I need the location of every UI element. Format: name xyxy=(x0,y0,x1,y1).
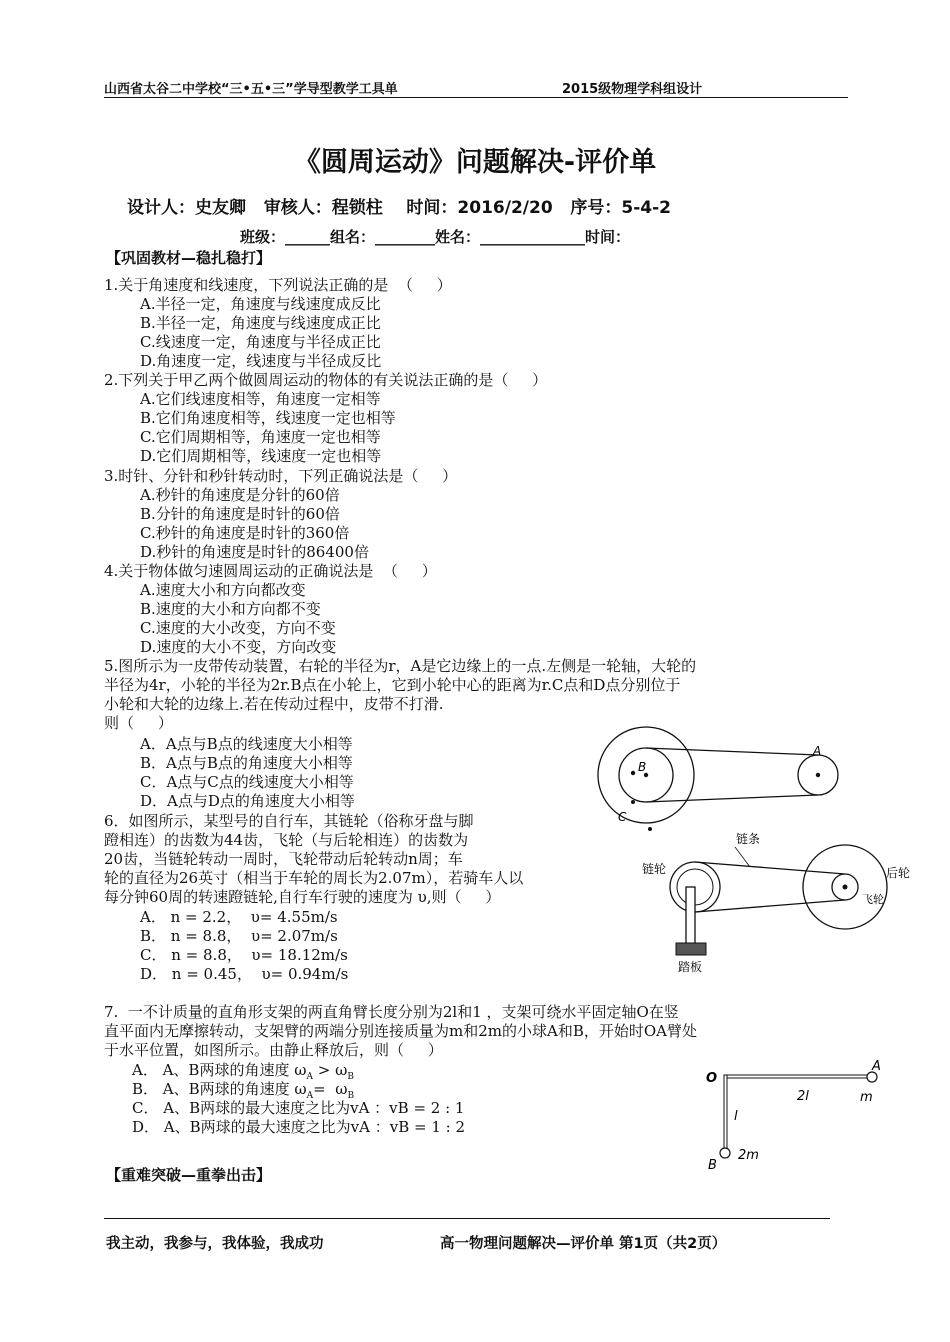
fig-label-rear: 后轮 xyxy=(886,866,911,880)
q7-option-b-sub2: B xyxy=(347,1091,355,1101)
q6-line-3: 20齿，当链轮转动一周时，飞轮带动后轮转动n周；车 xyxy=(104,850,463,868)
page-title: 《圆周运动》问题解决-评价单 xyxy=(293,147,657,178)
q5-line-2: 半径为4r，小轮的半径为2r.B点在小轮上，它到小轮中心的距离为r.C点和D点分别位于 xyxy=(104,676,681,694)
fig-label-2m: 2m xyxy=(738,1148,759,1163)
q5-line-3: 小轮和大轮的边缘上.若在传动过程中，皮带不打滑. xyxy=(104,695,444,713)
q4-option-a: A.速度大小和方向都改变 xyxy=(140,581,306,599)
q3-option-d: D.秒针的角速度是时针的86400倍 xyxy=(140,543,369,561)
q4-option-c: C.速度的大小改变，方向不变 xyxy=(140,619,336,637)
q4-option-d: D.速度的大小不变，方向改变 xyxy=(140,638,337,656)
q2-option-b: B.它们角速度相等，线速度一定也相等 xyxy=(140,409,396,427)
section-heading-1: 【巩固教材—稳扎稳打】 xyxy=(106,249,272,267)
q2-option-c: C.它们周期相等，角速度一定也相等 xyxy=(140,428,381,446)
fig-label-pedal: 踏板 xyxy=(678,960,703,974)
fig-label-l: l xyxy=(734,1109,738,1124)
fig-label-chain: 链条 xyxy=(736,832,761,846)
q7-line-1: 7. 一不计质量的直角形支架的两直角臂长度分别为2l和1 ，支架可绕水平固定轴O在竖 xyxy=(104,1003,679,1021)
header-left: 山西省太谷二中学校“三•五•三”学导型教学工具单 xyxy=(104,82,398,97)
right-angle-frame-figure xyxy=(700,1058,890,1173)
q6-option-c: C． n = 8.8， υ= 18.12m/s xyxy=(140,946,348,964)
q1-option-a: A.半径一定，角速度与线速度成反比 xyxy=(140,295,381,313)
q1-option-d: D.角速度一定，线速度与半径成反比 xyxy=(140,352,382,370)
q6-option-d: D． n = 0.45， υ= 0.94m/s xyxy=(140,965,349,983)
q3-option-c: C.秒针的角速度是时针的360倍 xyxy=(140,524,350,542)
q1-option-b: B.半径一定，角速度与线速度成正比 xyxy=(140,314,381,332)
q6-line-2: 蹬相连）的齿数为44齿，飞轮（与后轮相连）的齿数为 xyxy=(104,831,469,849)
q7-option-b-text: B． A、B两球的角速度 ω xyxy=(132,1080,307,1098)
bicycle-chain-figure xyxy=(640,825,920,980)
q1-stem: 1.关于角速度和线速度，下列说法正确的是 （ ） xyxy=(104,276,452,294)
q7-option-a-sub1: A xyxy=(306,1072,313,1082)
fig-label-fly: 飞轮 xyxy=(862,893,884,906)
q2-stem: 2.下列关于甲乙两个做圆周运动的物体的有关说法正确的是（ ） xyxy=(104,371,548,389)
q5-option-b: B．A点与B点的角速度大小相等 xyxy=(140,754,353,772)
header-divider xyxy=(104,97,848,98)
q3-option-b: B.分针的角速度是时针的60倍 xyxy=(140,505,340,523)
fig-label-a: A xyxy=(872,1059,881,1074)
q6-line-5: 每分钟60周的转速蹬链轮,自行车行驶的速度为 υ,则（ ） xyxy=(104,888,501,906)
q6-option-b: B． n = 8.8， υ= 2.07m/s xyxy=(140,927,338,945)
header-right: 2015级物理学科组设计 xyxy=(562,82,703,97)
q5-option-c: C．A点与C点的线速度大小相等 xyxy=(140,773,354,791)
footer-left: 我主动，我参与，我体验，我成功 xyxy=(106,1236,324,1252)
q5-line-4: 则（ ） xyxy=(104,714,173,732)
q5-line-1: 5.图所示为一皮带传动装置，右轮的半径为r，A是它边缘上的一点.左侧是一轮轴，大轮的 xyxy=(104,657,697,675)
q7-option-a-mid: > ω xyxy=(312,1061,348,1079)
fig-label-a: A xyxy=(813,744,822,758)
q7-option-a-sub2: B xyxy=(347,1072,354,1082)
q6-option-a: A． n = 2.2， υ= 4.55m/s xyxy=(140,908,338,926)
student-info-line: 班级：______组名：________姓名：______________时间： xyxy=(240,228,631,246)
q7-line-2: 直平面内无摩擦转动，支架臂的两端分别连接质量为m和2m的小球A和B，开始时OA臂处 xyxy=(104,1022,697,1040)
q2-option-d: D.它们周期相等，线速度一定也相等 xyxy=(140,447,382,465)
section-heading-2: 【重难突破—重拳出击】 xyxy=(106,1166,272,1184)
fig-label-c: C xyxy=(618,810,627,824)
q2-option-a: A.它们线速度相等，角速度一定相等 xyxy=(140,390,381,408)
q6-line-1: 6．如图所示，某型号的自行车，其链轮（俗称牙盘与脚 xyxy=(104,812,474,830)
footer-divider xyxy=(104,1218,830,1219)
fig-label-b: B xyxy=(638,760,647,774)
q6-line-4: 轮的直径为26英寸（相当于车轮的周长为2.07m），若骑车人以 xyxy=(104,869,524,887)
fig-label-b: B xyxy=(708,1158,717,1173)
q7-option-b-mid: = ω xyxy=(313,1080,348,1098)
q7-option-d: D． A、B两球的最大速度之比为vA ：vB = 1 : 2 xyxy=(132,1118,466,1136)
q3-option-a: A.秒针的角速度是分针的60倍 xyxy=(140,486,340,504)
q3-stem: 3.时针、分针和秒针转动时，下列正确说法是（ ） xyxy=(104,467,458,485)
belt-drive-figure xyxy=(588,725,848,835)
q7-line-3: 于水平位置，如图所示。由静止释放后，则（ ） xyxy=(104,1041,443,1059)
q7-option-a-text: A． A、B两球的角速度 ω xyxy=(132,1061,307,1079)
q4-stem: 4.关于物体做匀速圆周运动的正确说法是 （ ） xyxy=(104,562,437,580)
footer-right: 高一物理问题解决—评价单 第1页（共2页） xyxy=(440,1236,727,1252)
q1-option-c: C.线速度一定，角速度与半径成正比 xyxy=(140,333,381,351)
fig-label-m: m xyxy=(860,1090,873,1105)
q7-option-c: C． A、B两球的最大速度之比为vA ：vB = 2 : 1 xyxy=(132,1099,465,1117)
q4-option-b: B.速度的大小和方向都不变 xyxy=(140,600,321,618)
fig-label-chainwheel: 链轮 xyxy=(642,862,667,876)
fig-label-o: O xyxy=(706,1071,718,1086)
q5-option-d: D．A点与D点的角速度大小相等 xyxy=(140,792,355,810)
meta-line: 设计人：史友卿 审核人：程锁柱 时间：2016/2/20 序号：5-4-2 xyxy=(127,198,671,218)
q5-option-a: A．A点与B点的线速度大小相等 xyxy=(140,735,353,753)
q7-option-b-sub1: A xyxy=(306,1091,314,1101)
fig-label-2l: 2l xyxy=(797,1089,809,1104)
